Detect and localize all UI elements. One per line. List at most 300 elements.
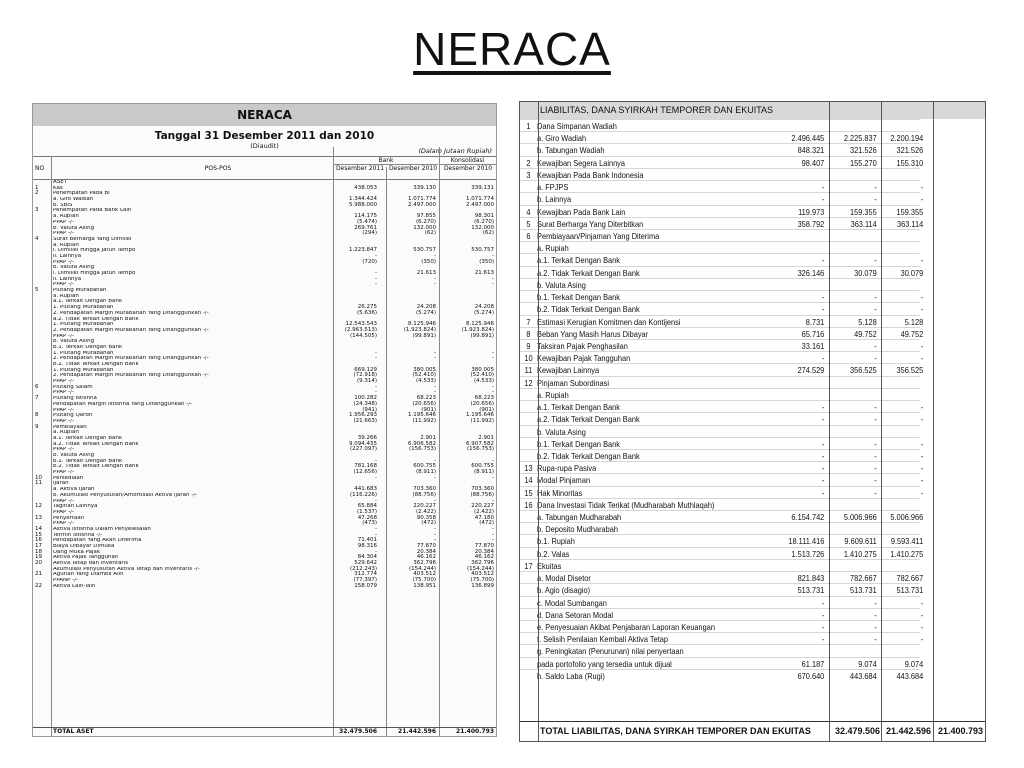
row-label: Dana Investasi Tidak Terikat (Mudharabah Muthlaqah) xyxy=(537,499,715,510)
left-table-header xyxy=(33,156,496,180)
row-value-2010-bank: - xyxy=(874,450,877,461)
row-value-2011: 98.316 xyxy=(357,543,377,549)
row-value-2010-kons: (52.410) xyxy=(470,372,494,379)
row-value-2010-bank: 2.225.837 xyxy=(843,133,877,144)
row-number: 21 xyxy=(35,571,42,578)
row-number: 12 xyxy=(524,377,533,388)
row-value-2010-kons: 6.907.582 xyxy=(466,440,494,447)
row-number: 9 xyxy=(35,423,39,430)
row-value-2010-kons: 362.796 xyxy=(471,560,494,567)
row-value-2011: - xyxy=(821,353,825,364)
row-value-2010-kons: - xyxy=(920,463,924,474)
row-value-2010-kons: 21.613 xyxy=(474,270,494,276)
table-row xyxy=(519,266,924,279)
row-value-2010-bank: 68.223 xyxy=(416,395,436,402)
row-label: PPAP -/- xyxy=(53,390,74,396)
row-label: 1. Piutang Murabahah xyxy=(53,350,114,356)
row-value-2011: - xyxy=(821,194,825,205)
row-label: b. Valuta Asing xyxy=(537,426,586,437)
right-total-row xyxy=(519,721,985,741)
row-value-2010-kons: 2.901 xyxy=(478,434,494,441)
row-label: Akumulasi Penyusutan Aktiva Tetap dan Inventaris -/- xyxy=(53,566,200,572)
row-value-2010-bank: - xyxy=(434,389,436,396)
row-value-2011: - xyxy=(375,548,377,555)
row-label: PPAP -/- xyxy=(53,219,74,225)
row-label: i. Dimiliki Hingga Jatuh Tempo xyxy=(53,271,136,276)
row-value-2010-bank: - xyxy=(874,597,877,608)
row-value-2011: 33.161 xyxy=(801,340,825,351)
row-value-2011: - xyxy=(375,497,377,504)
row-value-2010-bank: 443.684 xyxy=(850,670,877,681)
row-value-2011: - xyxy=(821,292,825,303)
row-label: e. Penyesuaian Akibat Penjabaran Laporan Keuangan xyxy=(537,622,715,633)
row-value-2010-kons: 2.497.000 xyxy=(466,201,494,208)
row-value-2011: - xyxy=(375,349,377,356)
row-number: 6 xyxy=(35,383,39,390)
row-label: a. Giro Wadiah xyxy=(537,133,587,144)
row-value-2010-bank: 77.870 xyxy=(416,543,436,549)
row-label: Tagihan Lainnya xyxy=(53,504,98,510)
row-value-2010-kons: 1.195.646 xyxy=(466,412,494,419)
row-value-2010-kons: - xyxy=(920,402,924,413)
row-number: 1 xyxy=(35,184,39,191)
left-total-row xyxy=(33,727,496,736)
row-label: ii. Lainnya xyxy=(53,276,82,282)
row-label: pada portofolio yang tersedia untuk dijual xyxy=(537,658,672,669)
row-value-2010-bank: - xyxy=(874,292,877,303)
row-value-2010-kons: (2.422) xyxy=(473,508,494,515)
row-value-2010-bank: 5.128 xyxy=(858,316,877,327)
row-label: Surat Berharga Yang Diterbitkan xyxy=(537,218,644,229)
row-value-2010-bank: (156.753) xyxy=(408,446,436,453)
row-value-2010-kons: - xyxy=(920,597,924,608)
row-label: b.1. Terkait Dengan Bank xyxy=(537,438,620,449)
row-value-2011: 848.321 xyxy=(797,145,825,156)
row-value-2010-kons: - xyxy=(492,531,494,538)
row-value-2010-kons: 159.355 xyxy=(896,206,924,217)
row-label: b.1. Terkait Dengan Bank xyxy=(53,458,123,464)
row-label: PPAP -/- xyxy=(53,470,74,476)
row-label: PPAP -/- xyxy=(53,407,74,413)
row-value-2010-kons: (154.244) xyxy=(466,565,494,572)
row-label: Rupa-rupa Pasiva xyxy=(537,463,597,474)
row-label: PPANP -/- xyxy=(53,578,79,584)
row-number: 13 xyxy=(35,514,42,521)
row-value-2011: 1.223.847 xyxy=(349,247,377,254)
row-label: Surat Berharga Yang Dimiliki xyxy=(53,236,132,242)
col-bank-header: Bank xyxy=(334,157,438,165)
row-value-2010-bank: - xyxy=(434,525,436,532)
row-value-2010-kons: - xyxy=(920,414,924,425)
row-value-2010-kons: 600.755 xyxy=(471,463,494,470)
row-value-2010-kons: - xyxy=(920,255,924,266)
row-value-2010-kons: - xyxy=(920,182,924,193)
left-table-subtitle: Tanggal 31 Desember 2011 dan 2010 xyxy=(154,130,375,142)
row-number: 2 xyxy=(35,190,39,197)
row-value-2010-bank: 30.079 xyxy=(854,267,877,278)
row-label: PPAP -/- xyxy=(53,509,74,515)
slide-title: NERACA xyxy=(413,23,611,75)
row-number: 7 xyxy=(35,395,39,402)
row-label: 2. Pendapatan Margin Murabahah Yang Ditangguhkan -/- xyxy=(53,327,209,333)
row-value-2010-bank: (901) xyxy=(421,406,436,413)
row-value-2011: (941) xyxy=(362,406,377,413)
row-label: a. Rupiah xyxy=(53,293,79,299)
row-value-2010-kons: - xyxy=(920,475,924,486)
row-label: Piutang Qardh xyxy=(53,413,93,419)
row-label: Pendapatan Yang Akan Diterima xyxy=(53,538,142,544)
row-label: h. Saldo Laba (Rugi) xyxy=(537,670,605,681)
row-value-2010-bank: 46.162 xyxy=(416,554,436,561)
row-number: 8 xyxy=(526,328,531,339)
row-label: a.2. Tidak Terkait Dengan Bank xyxy=(537,267,640,278)
row-value-2010-kons: 1.410.275 xyxy=(890,548,924,559)
row-value-2010-bank: 49.752 xyxy=(854,328,877,339)
row-value-2011: (1.537) xyxy=(356,508,377,515)
row-value-2011: 2.496.445 xyxy=(791,133,825,144)
row-value-2010-kons: - xyxy=(920,340,924,351)
row-label: a.2. Tidak Terkait Dengan Bank xyxy=(53,441,139,447)
row-number: 22 xyxy=(35,582,42,589)
row-value-2010-bank: - xyxy=(434,349,436,356)
row-value-2010-bank: - xyxy=(874,487,877,498)
row-value-2010-bank: 403.512 xyxy=(413,571,436,578)
row-value-2011: - xyxy=(375,383,377,390)
row-value-2010-bank: - xyxy=(874,402,877,413)
row-number: 17 xyxy=(524,560,533,571)
row-value-2011: (2.963.513) xyxy=(344,326,377,333)
row-value-2011: - xyxy=(375,525,377,532)
row-value-2010-kons: - xyxy=(492,537,494,544)
row-label: Pembiayaan/Pinjaman Yang Diterima xyxy=(537,230,660,241)
row-label: Kewajiban Lainnya xyxy=(537,365,600,376)
row-value-2011: 821.843 xyxy=(797,573,825,584)
row-value-2011: 274.529 xyxy=(797,365,825,376)
row-value-2010-kons: (62) xyxy=(482,230,494,237)
row-value-2010-bank: 8.125.946 xyxy=(408,321,436,328)
row-value-2010-kons: - xyxy=(492,281,494,288)
left-total-2010-bank: 21.442.596 xyxy=(398,728,436,735)
row-number: 16 xyxy=(35,537,42,544)
row-value-2011: - xyxy=(375,270,377,276)
row-number: 3 xyxy=(526,169,531,180)
row-value-2011: (720) xyxy=(362,258,377,265)
row-value-2010-kons: 403.512 xyxy=(471,571,494,578)
row-value-2010-bank: - xyxy=(874,475,877,486)
row-label: Ekuitas xyxy=(537,560,562,571)
row-value-2010-kons: 136.899 xyxy=(471,582,494,589)
row-value-2010-kons: 20.384 xyxy=(474,548,494,555)
row-value-2011: 670.640 xyxy=(797,670,825,681)
row-label: Aktiva Lain-lain xyxy=(53,583,96,589)
row-label: b.2. Valas xyxy=(537,548,570,559)
row-value-2010-bank: 380.005 xyxy=(413,366,436,373)
row-label: b. Valuta Asing xyxy=(53,453,95,458)
row-label: PPAP -/- xyxy=(53,282,74,288)
row-value-2010-bank: (4.533) xyxy=(415,378,436,385)
row-value-2010-kons: - xyxy=(492,525,494,532)
row-value-2010-bank: (75.700) xyxy=(412,577,436,584)
row-label: Uang Muka Pajak xyxy=(53,549,101,555)
row-value-2010-kons: 220.227 xyxy=(471,503,494,510)
row-number: 8 xyxy=(35,412,39,419)
table-row xyxy=(519,571,924,584)
row-value-2010-kons: 49.752 xyxy=(900,328,924,339)
row-value-2010-bank: 5.006.966 xyxy=(843,512,877,523)
row-value-2010-kons: 5.128 xyxy=(904,316,924,327)
row-label: Biaya Dibayar Dimuka xyxy=(53,544,115,549)
row-label: PPAP -/- xyxy=(53,521,74,527)
row-number: 4 xyxy=(35,235,39,242)
row-value-2010-bank: 24.208 xyxy=(416,304,436,311)
row-value-2010-kons: (350) xyxy=(479,258,494,265)
row-label: Piutang Murabahah xyxy=(53,288,107,294)
row-number: 12 xyxy=(35,503,42,510)
row-value-2011: 100.282 xyxy=(354,395,377,402)
row-value-2011: - xyxy=(821,475,825,486)
row-value-2010-bank: - xyxy=(434,252,436,259)
row-value-2011: - xyxy=(821,402,825,413)
row-value-2010-kons: - xyxy=(492,383,494,390)
row-label: b. Valuta Asing xyxy=(53,265,95,271)
row-value-2010-kons: - xyxy=(492,275,494,282)
row-value-2010-kons: (6.270) xyxy=(473,218,494,225)
row-value-2010-kons: - xyxy=(492,389,494,396)
row-label: a.1. Terkait Dengan Bank xyxy=(537,255,620,266)
row-value-2010-bank: 9.609.611 xyxy=(844,536,877,547)
row-value-2011: 158.079 xyxy=(354,582,377,589)
col-kons-header: Konsolidasi xyxy=(439,157,496,165)
row-value-2010-bank: 363.114 xyxy=(850,218,877,229)
row-value-2011: - xyxy=(821,255,825,266)
row-value-2010-kons: - xyxy=(920,353,924,364)
row-label: b.2. Tidak Terkait Dengan Bank xyxy=(53,464,139,470)
row-value-2010-kons: - xyxy=(920,622,924,633)
row-value-2010-kons: (156.753) xyxy=(466,446,494,453)
row-value-2010-bank: (154.244) xyxy=(408,565,436,572)
row-value-2010-kons: (75.700) xyxy=(470,577,494,584)
row-value-2010-kons: - xyxy=(492,355,494,362)
row-value-2011: - xyxy=(821,622,825,633)
row-label: a.1. Terkait Dengan Bank xyxy=(537,402,620,413)
row-label: Dana Simpanan Wadiah xyxy=(537,121,617,131)
row-label: a.2. Tidak Terkait Dengan Bank xyxy=(537,414,640,425)
row-value-2010-kons: 339.131 xyxy=(471,184,494,191)
row-value-2010-kons: - xyxy=(920,450,924,461)
row-value-2011: - xyxy=(375,281,377,288)
col-pos-header: POS-POS xyxy=(204,165,232,172)
row-value-2011: 119.973 xyxy=(798,206,825,217)
row-label: a. Rupiah xyxy=(53,214,79,220)
row-value-2011: 61.187 xyxy=(801,658,825,669)
row-label: 2. Pendapatan Margin Murabahah Yang Ditangguhkan -/- xyxy=(53,356,209,362)
row-label: a. FPJPS xyxy=(537,182,569,193)
row-value-2010-kons: 68.223 xyxy=(474,395,494,402)
row-value-2011: (77.397) xyxy=(353,577,377,584)
row-label: Penempatan Pada Bank Lain xyxy=(53,208,132,214)
right-total-2010-kons: 21.400.793 xyxy=(937,726,983,736)
row-label: Persediaan xyxy=(53,475,84,481)
row-value-2011: (227.097) xyxy=(349,446,377,453)
row-number: 2 xyxy=(526,157,531,168)
row-value-2011: (116.226) xyxy=(349,491,377,498)
row-value-2011: - xyxy=(821,182,825,193)
row-label: Aktiva Pajak Tangguhan xyxy=(53,555,119,561)
row-value-2010-kons: 443.684 xyxy=(896,670,924,681)
row-number: 11 xyxy=(35,480,42,487)
row-label: 2. Pendapatan Margin Murabahah Yang Ditangguhkan -/- xyxy=(53,310,209,316)
row-value-2010-bank: - xyxy=(434,474,436,481)
row-value-2011: (21.663) xyxy=(353,417,377,424)
row-label: a.1. Terkait Dengan Bank xyxy=(53,435,123,441)
row-number: 19 xyxy=(35,554,42,561)
row-label: Beban Yang Masih Harus Dibayar xyxy=(537,328,649,339)
row-value-2011: - xyxy=(375,474,377,481)
row-value-2010-kons: - xyxy=(920,292,924,303)
row-value-2010-kons: (472) xyxy=(479,520,494,527)
row-value-2011: 84.304 xyxy=(357,554,377,561)
row-value-2010-bank: - xyxy=(874,353,877,364)
row-value-2010-bank: - xyxy=(874,304,877,315)
row-label: b. SBIS xyxy=(53,202,73,208)
row-label: Modal Pinjaman xyxy=(537,475,591,486)
row-label: a. Rupiah xyxy=(537,389,569,400)
row-value-2010-kons: 1.071.774 xyxy=(466,196,494,203)
row-label: b. Lainnya xyxy=(537,194,572,205)
row-value-2010-bank: - xyxy=(874,255,877,266)
row-label: Aktiva Istishna Dalam Penyelesaian xyxy=(53,526,151,532)
row-number: 10 xyxy=(35,474,42,481)
row-value-2010-bank: 220.227 xyxy=(413,503,436,510)
row-value-2011: 65.884 xyxy=(357,503,377,510)
row-value-2011: (12.656) xyxy=(353,469,377,476)
row-value-2010-kons: 155.310 xyxy=(896,157,924,168)
row-label: PPAP -/- xyxy=(53,447,74,453)
row-label: PPAP -/- xyxy=(53,498,74,504)
row-number: 1 xyxy=(526,121,531,131)
row-value-2011: - xyxy=(821,634,825,645)
row-value-2010-bank: - xyxy=(874,194,877,205)
col-no-header: NO xyxy=(35,165,45,172)
row-value-2011: 18.111.416 xyxy=(788,536,825,547)
row-value-2011: - xyxy=(821,304,825,315)
left-table-body xyxy=(33,180,496,590)
right-header-label: LIABILITAS, DANA SYIRKAH TEMPORER DAN EKUITAS xyxy=(540,105,774,115)
row-value-2010-kons: 2.200.194 xyxy=(890,133,924,144)
row-label: Ijarah xyxy=(53,481,69,487)
row-value-2010-kons: 703.360 xyxy=(471,486,494,493)
row-value-2010-bank: 9.074 xyxy=(858,658,877,669)
row-value-2011: 1.513.726 xyxy=(791,548,825,559)
row-value-2010-bank: (52.410) xyxy=(412,372,436,379)
row-label: Penempatan Pada BI xyxy=(53,191,110,197)
row-label: Pendapatan Margin Istishna Yang Ditangguhkan -/- xyxy=(53,401,193,407)
row-value-2010-bank: 90.358 xyxy=(416,514,436,521)
row-value-2010-bank: - xyxy=(874,463,877,474)
row-value-2010-bank: (99.891) xyxy=(412,332,436,339)
row-label: g. Peningkatan (Penurunan) nilai penyertaan xyxy=(537,646,684,657)
row-label: b. Agio (disagio) xyxy=(537,585,591,596)
row-label: c. Modal Sumbangan xyxy=(537,597,607,608)
row-label: a.1. Terkait Dengan Bank xyxy=(53,299,123,305)
row-value-2011: 358.792 xyxy=(797,218,825,229)
row-label: Pembiayaan xyxy=(53,424,87,430)
row-value-2010-bank: 2.497.000 xyxy=(408,201,436,208)
row-value-2011: - xyxy=(821,597,825,608)
row-value-2011: 438.053 xyxy=(354,184,377,191)
row-value-2011: 12.543.543 xyxy=(345,321,377,328)
row-value-2011: 441.683 xyxy=(354,486,377,493)
row-value-2011: 65.716 xyxy=(801,328,825,339)
row-number: 15 xyxy=(524,487,533,498)
row-value-2010-kons: 513.731 xyxy=(896,585,924,596)
row-value-2011: - xyxy=(375,457,377,464)
row-value-2011: 513.731 xyxy=(797,585,825,596)
row-value-2010-bank: (472) xyxy=(421,520,436,527)
row-value-2010-bank: (2.422) xyxy=(415,508,436,515)
right-total-label: TOTAL LIABILITAS, DANA SYIRKAH TEMPORER DAN EKUITAS xyxy=(540,726,811,736)
row-value-2011: (72.918) xyxy=(353,372,377,379)
row-value-2010-kons: - xyxy=(492,474,494,481)
row-label: PPAP -/- xyxy=(53,418,74,424)
row-value-2010-bank: 155.270 xyxy=(850,157,877,168)
row-value-2010-kons: - xyxy=(920,634,924,645)
row-value-2011: - xyxy=(821,438,825,449)
row-value-2010-bank: 703.360 xyxy=(413,486,436,493)
row-value-2011: (212.243) xyxy=(349,565,377,572)
row-value-2010-kons: 5.006.966 xyxy=(890,512,924,523)
row-value-2011: - xyxy=(821,487,825,498)
row-value-2010-kons: 132.000 xyxy=(471,224,494,231)
left-total-label: TOTAL ASET xyxy=(53,728,94,735)
row-label: b. Valuta Asing xyxy=(537,279,586,290)
left-total-2011: 32.479.506 xyxy=(339,728,377,735)
row-value-2011: (5.636) xyxy=(356,309,377,316)
row-label: PPAP -/- xyxy=(53,333,74,339)
row-value-2010-bank: (6.270) xyxy=(415,218,436,225)
row-value-2010-kons: (5.274) xyxy=(473,309,494,316)
left-table-title: NERACA xyxy=(33,104,496,126)
row-label: b.1. Rupiah xyxy=(537,536,575,547)
row-value-2010-kons: (11.992) xyxy=(470,417,494,424)
row-value-2010-kons: 782.667 xyxy=(896,573,924,584)
row-label: a.2. Tidak Terkait Dengan Bank xyxy=(53,316,139,322)
row-value-2011: - xyxy=(375,252,377,259)
row-label: b. Akumulasi Penyusutan/Amortisasi Aktiva Ijarah -/- xyxy=(53,492,198,498)
row-label: a. Rupiah xyxy=(537,243,569,254)
row-value-2010-bank: 513.731 xyxy=(850,585,877,596)
row-label: 1. Piutang Murabahah xyxy=(53,305,114,311)
row-number: 15 xyxy=(35,531,42,538)
row-value-2010-kons: 9.593.411 xyxy=(890,536,924,547)
row-number: 13 xyxy=(524,463,533,474)
row-value-2010-kons: - xyxy=(492,457,494,464)
row-label: b. Valuta Asing xyxy=(53,225,95,231)
row-label: PPAP -/- xyxy=(53,259,74,265)
row-value-2011: - xyxy=(375,389,377,396)
row-value-2011: (24.348) xyxy=(353,400,377,407)
row-label: Termin Istishna -/- xyxy=(53,532,103,538)
row-value-2011: 529.642 xyxy=(354,560,377,567)
row-value-2010-bank: 356.525 xyxy=(850,365,877,376)
row-label: ASET xyxy=(53,180,68,185)
row-number: 16 xyxy=(524,499,533,510)
row-number: 14 xyxy=(524,475,533,486)
row-label: b.2. Tidak Terkait Dengan Bank xyxy=(537,450,640,461)
row-label: i. Dimiliki Hingga Jatuh Tempo xyxy=(53,248,136,254)
row-value-2011: 114.175 xyxy=(354,213,377,220)
row-value-2010-kons: - xyxy=(920,304,924,315)
